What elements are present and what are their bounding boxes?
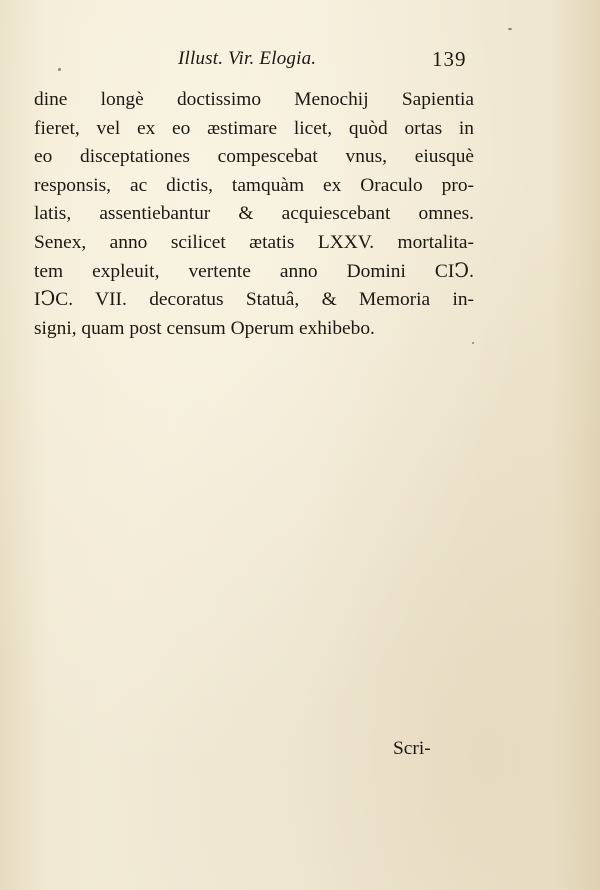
text-line: signi, quam post censum Operum exhibebo. [34,317,375,339]
text-line: latis, assentiebantur & acquiescebant omnes. [34,203,474,225]
ink-fleck [508,28,512,30]
page-number: 139 [432,47,467,71]
ink-fleck [58,68,61,71]
text-line: dine longè doctissimo Menochij Sapientia [34,89,474,110]
running-title: Illust. Vir. Elogia. [178,48,317,69]
text-line: fieret, vel ex eo æstimare licet, quòd ortas in [34,117,474,139]
text-line: responsis, ac dictis, tamquàm ex Oraculo pro- [34,174,474,196]
text-line: tem expleuit, vertente anno Domini CIↃ. [34,260,474,282]
body-text [34,86,474,343]
text-line: eo disceptationes compescebat vnus, eiusquè [34,146,474,168]
ink-fleck [472,342,474,344]
text-line: IↃC. VII. decoratus Statuâ, & Memoria in- [34,289,474,311]
text-line: Senex, anno scilicet ætatis LXXV. mortalita- [34,231,474,253]
catchword: Scri- [393,738,431,759]
